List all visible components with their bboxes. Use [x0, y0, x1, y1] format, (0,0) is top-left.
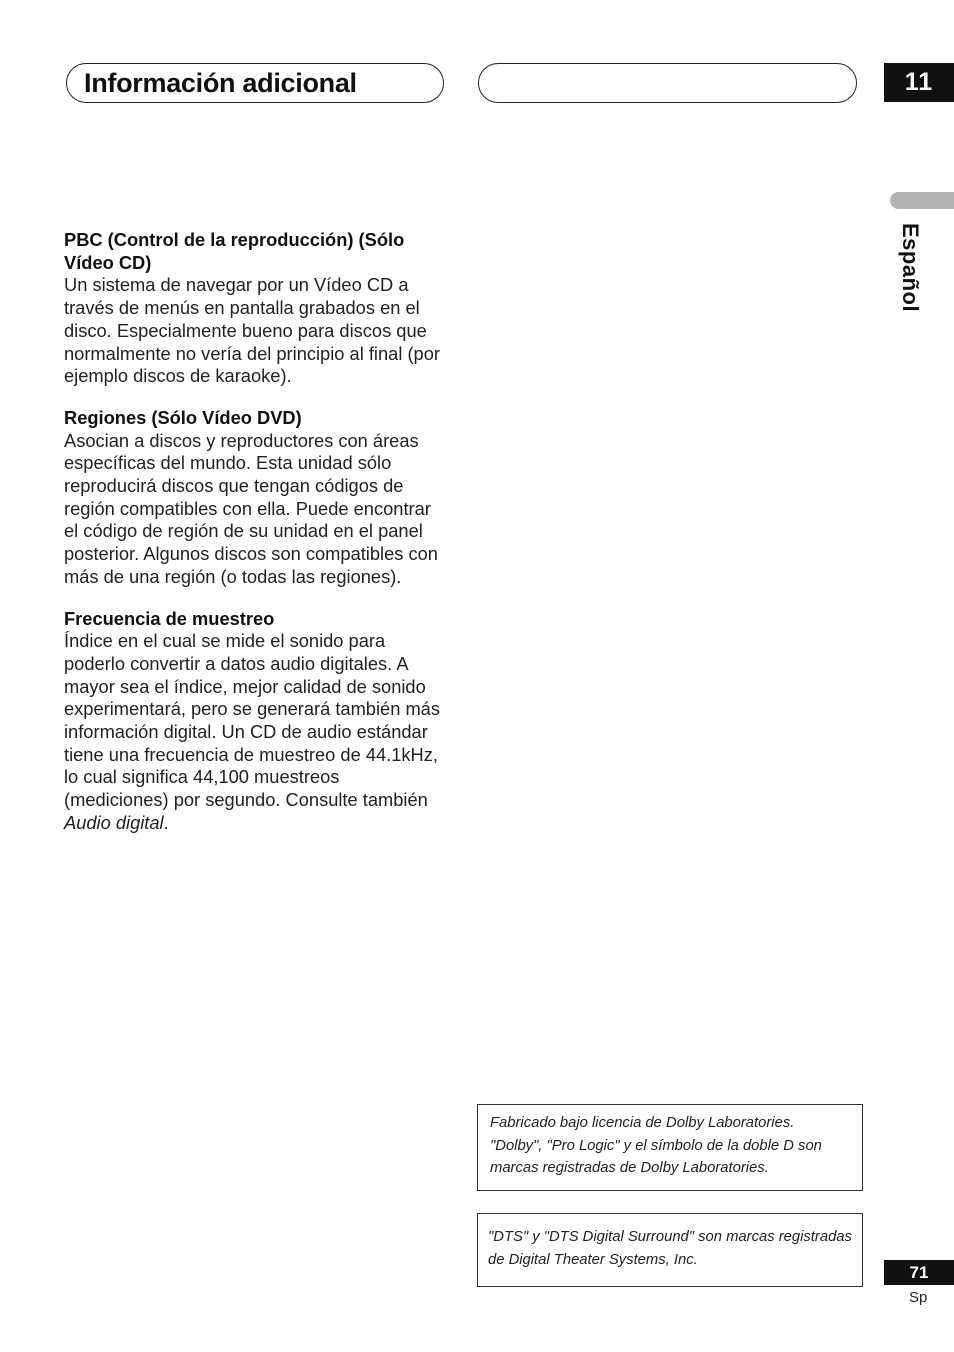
dolby-notice-text: Fabricado bajo licencia de Dolby Laboratories. "Dolby", "Pro Logic" y el símbolo de la doble D son marcas registradas de Dolby Laboratories. — [490, 1115, 822, 1176]
glossary-entry-pbc — [64, 229, 448, 388]
glossary-definition — [64, 630, 448, 834]
dts-notice-text: "DTS" y "DTS Digital Surround" son marcas registradas de Digital Theater Systems, Inc. — [488, 1229, 852, 1268]
page-number: 71 — [884, 1260, 954, 1285]
glossary-section — [64, 229, 448, 854]
language-tab-marker — [890, 192, 954, 209]
language-side-label: Español — [898, 223, 923, 313]
dolby-trademark-notice — [477, 1104, 863, 1191]
page-language-code: Sp — [909, 1289, 928, 1306]
header-blank-frame — [478, 63, 857, 103]
page-title: Información adicional — [84, 68, 357, 98]
glossary-definition: Asocian a discos y reproductores con áreas específicas del mundo. Esta unidad sólo reproducirá discos que tengan códigos de región compatibles con ella. Puede encontrar el código de región de su unidad en el panel posterior. Algunos discos son compatibles con más de una región (o todas las regiones). — [64, 429, 438, 587]
glossary-entry-regiones — [64, 407, 448, 589]
dts-trademark-notice — [477, 1213, 863, 1287]
glossary-definition-end: . — [163, 811, 169, 833]
glossary-term: PBC (Control de la reproducción) (Sólo Vídeo CD) — [64, 229, 405, 273]
glossary-term: Regiones (Sólo Vídeo DVD) — [64, 406, 302, 428]
chapter-number-badge: 11 — [884, 63, 954, 102]
glossary-definition-text: Índice en el cual se mide el sonido para poderlo convertir a datos audio digitales. A mayor sea el índice, mejor calidad de sonido experimentará, pero se generará también más información digital. Un CD de audio estándar tiene una frecuencia de muestreo de 44.1kHz, lo cual significa 44,100 muestreos (mediciones) por segundo. Consulte también — [64, 630, 440, 811]
see-also-reference: Audio digital — [64, 811, 164, 833]
glossary-entry-frecuencia — [64, 608, 448, 835]
glossary-term: Frecuencia de muestreo — [64, 607, 275, 629]
glossary-definition: Un sistema de navegar por un Vídeo CD a través de menús en pantalla grabados en el disco. Especialmente bueno para discos que normalmente no vería del principio al final (por ejemplo discos de karaoke). — [64, 274, 440, 387]
